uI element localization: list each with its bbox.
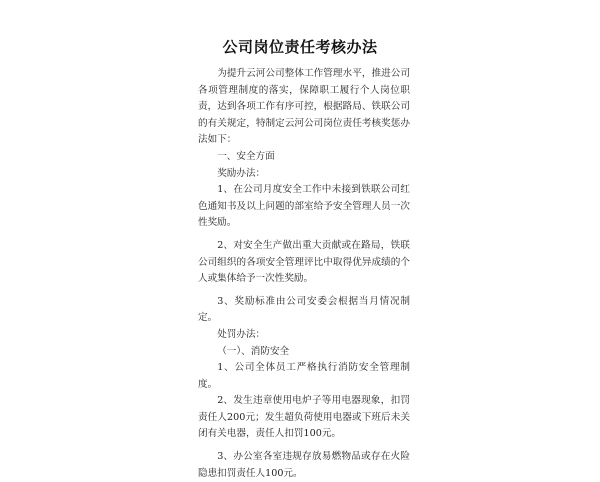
penalty-item-2: 2、发生违章使用电炉子等用电器现象，扣罚责任人200元；发生超负荷使用电器或下班后未关闭有关电器，责任人扣罚100元。 xyxy=(198,395,410,440)
penalty-heading: 处罚办法： xyxy=(217,328,266,340)
penalty-item-1: 1、公司全体员工严格执行消防安全管理制度。 xyxy=(198,362,410,390)
penalty-item-3: 3、办公室各室违规存放易燃物品或存在火险隐患扣罚责任人100元。 xyxy=(198,451,410,479)
reward-item-3: 3、奖励标准由公司安委会根据当月情况制定。 xyxy=(198,295,410,324)
section-heading-safety: 一、安全方面 xyxy=(217,150,275,162)
document-title: 公司岗位责任考核办法 xyxy=(222,38,378,56)
document-body xyxy=(198,66,410,482)
reward-heading: 奖励办法： xyxy=(217,167,266,179)
fire-safety-heading: （一）、消防安全 xyxy=(217,345,290,357)
reward-item-1: 1、在公司月度安全工作中未接到铁联公司红色通知书及以上问题的部室给予安全管理人员一次性奖励。 xyxy=(198,184,410,229)
reward-item-2: 2、对安全生产做出重大贡献或在路局，铁联公司组织的各项安全管理评比中取得优异成绩的个人或集体给予一次性奖励。 xyxy=(198,239,410,285)
intro-paragraph: 为提升云河公司整体工作管理水平，推进公司各项管理制度的落实，保障职工履行个人岗位职责，达到各项工作有序可控，根据路局、铁联公司的有关规定，特制定云河公司岗位责任考核奖惩办法如下： xyxy=(198,68,410,146)
